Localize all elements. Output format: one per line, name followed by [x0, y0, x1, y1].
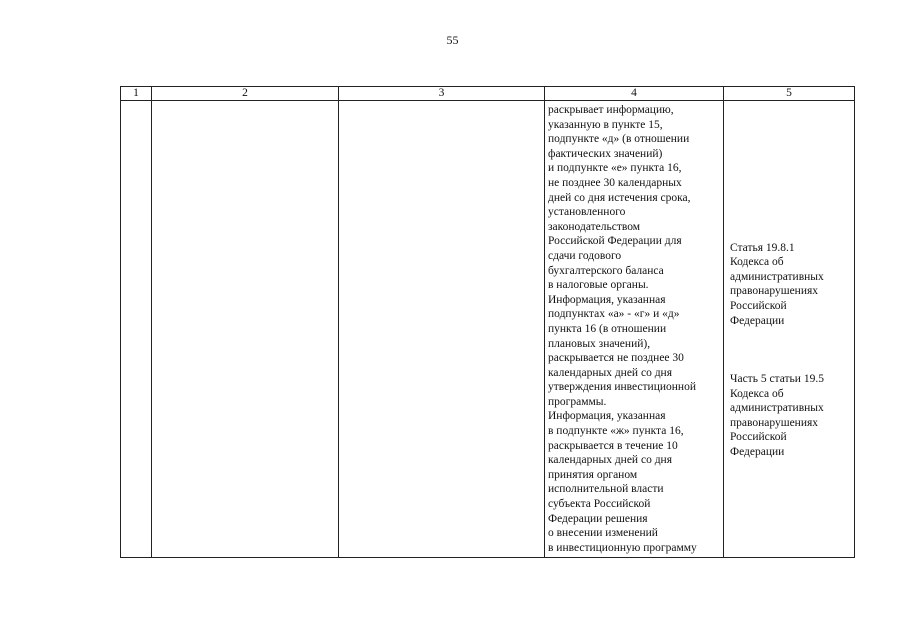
column-header-4: 4: [545, 87, 724, 101]
cell-col-4: [545, 101, 724, 558]
disclosure-terms-text: раскрывает информацию, указанную в пункте 15, подпункте «д» (в отношении фактических значений) и подпункте «е» пункта 16, не позднее 30 календарных дней со дня истечения срока, установленного законодательством Российской Федерации для сдачи годового бухгалтерского баланса в налоговые органы. Информация, указанная подпунктах «а» - «г» и «д» пункта 16 (в отношении плановых значений), раскрывается не позднее 30 календарных дней со дня утверждения инвестиционной программы. Информация, указанная в подпункте «ж» пункта 16, раскрывается в течение 10 календарных дней со дня принятия органом исполнительной власти субъекта Российской Федерации решения о внесении изменений в инвестиционную программу: [548, 104, 697, 554]
liability-article-2: Часть 5 статьи 19.5 Кодекса об административных правонарушениях Российской Федерации: [730, 372, 824, 458]
liability-article-text: [724, 101, 854, 474]
column-header-5: 5: [724, 87, 855, 101]
column-header-2: 2: [152, 87, 339, 101]
cell-col-3: [339, 101, 545, 558]
page-number: 55: [446, 33, 459, 47]
table-row: [121, 101, 855, 558]
spacer: [730, 343, 851, 358]
cell-col-1: [121, 101, 152, 558]
liability-article-1: Статья 19.8.1 Кодекса об административных правонарушениях Российской Федерации: [730, 241, 824, 327]
table-header-row: [121, 87, 855, 101]
document-table: [120, 86, 855, 558]
column-header-3: 3: [339, 87, 545, 101]
column-header-1: 1: [121, 87, 152, 101]
cell-col-2: [152, 101, 339, 558]
cell-col-5: [724, 101, 855, 558]
